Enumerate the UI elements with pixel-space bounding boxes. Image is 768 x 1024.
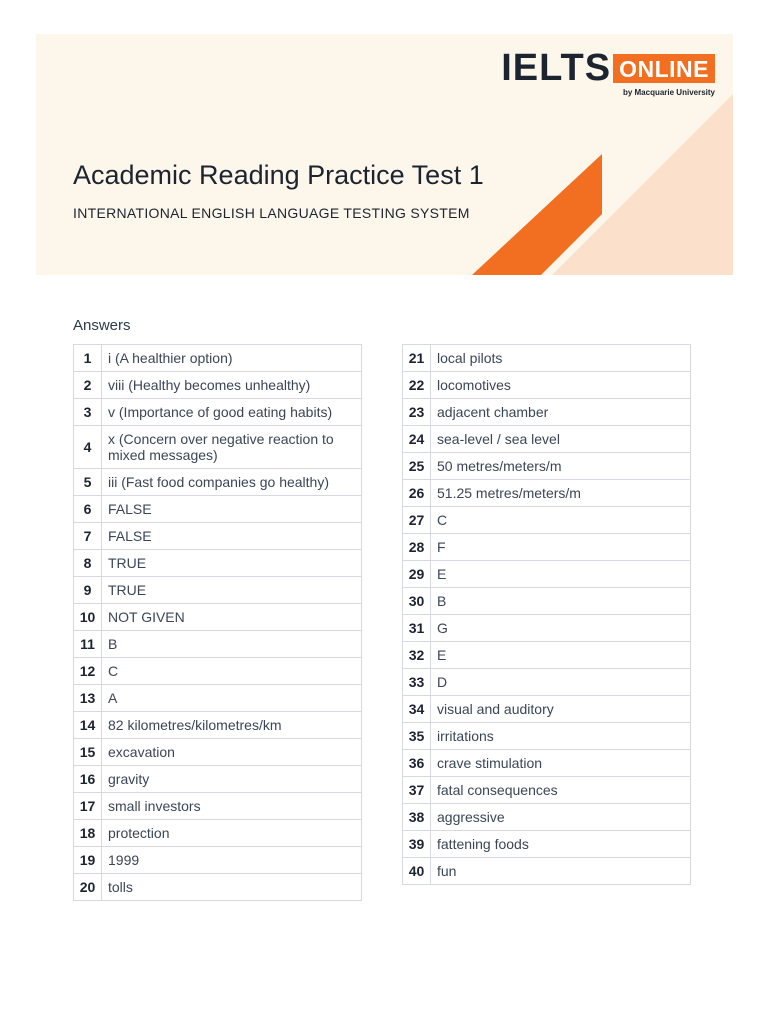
answer-text: sea-level / sea level [431, 426, 691, 453]
question-number: 7 [74, 523, 102, 550]
table-row [403, 480, 691, 507]
answer-text: NOT GIVEN [102, 604, 362, 631]
answer-text: v (Importance of good eating habits) [102, 399, 362, 426]
question-number: 23 [403, 399, 431, 426]
answer-text: TRUE [102, 577, 362, 604]
question-number: 1 [74, 345, 102, 372]
table-row [403, 642, 691, 669]
table-row [403, 858, 691, 885]
question-number: 32 [403, 642, 431, 669]
answer-text: A [102, 685, 362, 712]
table-row [403, 696, 691, 723]
table-row [403, 345, 691, 372]
question-number: 34 [403, 696, 431, 723]
table-row [74, 874, 362, 901]
answer-text: fatal consequences [431, 777, 691, 804]
question-number: 36 [403, 750, 431, 777]
table-row [74, 399, 362, 426]
question-number: 4 [74, 426, 102, 469]
question-number: 31 [403, 615, 431, 642]
answers-table-left-body [74, 345, 362, 901]
answer-text: 1999 [102, 847, 362, 874]
answer-text: D [431, 669, 691, 696]
answer-text: 50 metres/meters/m [431, 453, 691, 480]
table-row [403, 831, 691, 858]
answer-text: TRUE [102, 550, 362, 577]
table-row [74, 426, 362, 469]
answer-text: F [431, 534, 691, 561]
answer-text: E [431, 642, 691, 669]
table-row [403, 561, 691, 588]
question-number: 8 [74, 550, 102, 577]
table-row [74, 550, 362, 577]
table-row [74, 469, 362, 496]
table-row [74, 345, 362, 372]
answer-text: viii (Healthy becomes unhealthy) [102, 372, 362, 399]
question-number: 18 [74, 820, 102, 847]
answer-text: fun [431, 858, 691, 885]
answer-text: visual and auditory [431, 696, 691, 723]
question-number: 21 [403, 345, 431, 372]
answer-text: fattening foods [431, 831, 691, 858]
answer-text: crave stimulation [431, 750, 691, 777]
table-row [74, 712, 362, 739]
header-banner [36, 34, 733, 275]
question-number: 10 [74, 604, 102, 631]
table-row [74, 685, 362, 712]
answer-text: excavation [102, 739, 362, 766]
answer-text: small investors [102, 793, 362, 820]
question-number: 26 [403, 480, 431, 507]
table-row [74, 496, 362, 523]
table-row [74, 577, 362, 604]
table-row [403, 399, 691, 426]
answer-text: B [102, 631, 362, 658]
table-row [403, 453, 691, 480]
answer-text: local pilots [431, 345, 691, 372]
answers-heading: Answers [73, 317, 131, 334]
table-row [403, 750, 691, 777]
question-number: 2 [74, 372, 102, 399]
table-row [74, 631, 362, 658]
question-number: 3 [74, 399, 102, 426]
question-number: 17 [74, 793, 102, 820]
table-row [403, 507, 691, 534]
answer-text: C [431, 507, 691, 534]
question-number: 40 [403, 858, 431, 885]
answer-text: adjacent chamber [431, 399, 691, 426]
question-number: 33 [403, 669, 431, 696]
answer-text: aggressive [431, 804, 691, 831]
question-number: 12 [74, 658, 102, 685]
answer-text: iii (Fast food companies go healthy) [102, 469, 362, 496]
question-number: 38 [403, 804, 431, 831]
answer-text: irritations [431, 723, 691, 750]
answer-text: G [431, 615, 691, 642]
answer-text: 51.25 metres/meters/m [431, 480, 691, 507]
table-row [403, 615, 691, 642]
logo-wordmark: IELTS [501, 47, 612, 89]
question-number: 15 [74, 739, 102, 766]
table-row [403, 723, 691, 750]
table-row [403, 804, 691, 831]
question-number: 24 [403, 426, 431, 453]
table-row [403, 372, 691, 399]
logo-badge: ONLINE [613, 54, 715, 83]
table-row [74, 658, 362, 685]
logo-subtext: by Macquarie University [622, 88, 715, 97]
table-row [403, 426, 691, 453]
question-number: 22 [403, 372, 431, 399]
answer-text: gravity [102, 766, 362, 793]
answer-text: 82 kilometres/kilometres/km [102, 712, 362, 739]
ielts-online-logo [501, 47, 715, 97]
answer-text: protection [102, 820, 362, 847]
question-number: 29 [403, 561, 431, 588]
table-row [403, 669, 691, 696]
answer-text: B [431, 588, 691, 615]
answers-table-right [402, 344, 691, 885]
answers-table-left [73, 344, 362, 901]
table-row [403, 588, 691, 615]
table-row [74, 847, 362, 874]
question-number: 11 [74, 631, 102, 658]
answer-text: FALSE [102, 523, 362, 550]
answer-text: FALSE [102, 496, 362, 523]
table-row [74, 523, 362, 550]
answer-text: tolls [102, 874, 362, 901]
question-number: 35 [403, 723, 431, 750]
table-row [74, 766, 362, 793]
page-title: Academic Reading Practice Test 1 [73, 160, 484, 190]
answer-text: E [431, 561, 691, 588]
answer-text: i (A healthier option) [102, 345, 362, 372]
table-row [74, 372, 362, 399]
table-row [403, 534, 691, 561]
table-row [74, 793, 362, 820]
question-number: 19 [74, 847, 102, 874]
answer-text: x (Concern over negative reaction to mixed messages) [102, 426, 362, 469]
question-number: 5 [74, 469, 102, 496]
answers-table-right-body [403, 345, 691, 885]
question-number: 16 [74, 766, 102, 793]
answer-text: locomotives [431, 372, 691, 399]
page-subtitle: INTERNATIONAL ENGLISH LANGUAGE TESTING SYSTEM [73, 205, 470, 221]
question-number: 9 [74, 577, 102, 604]
table-row [403, 777, 691, 804]
question-number: 30 [403, 588, 431, 615]
question-number: 27 [403, 507, 431, 534]
question-number: 13 [74, 685, 102, 712]
question-number: 20 [74, 874, 102, 901]
question-number: 25 [403, 453, 431, 480]
question-number: 6 [74, 496, 102, 523]
question-number: 28 [403, 534, 431, 561]
question-number: 39 [403, 831, 431, 858]
question-number: 14 [74, 712, 102, 739]
table-row [74, 820, 362, 847]
answer-text: C [102, 658, 362, 685]
table-row [74, 739, 362, 766]
question-number: 37 [403, 777, 431, 804]
table-row [74, 604, 362, 631]
